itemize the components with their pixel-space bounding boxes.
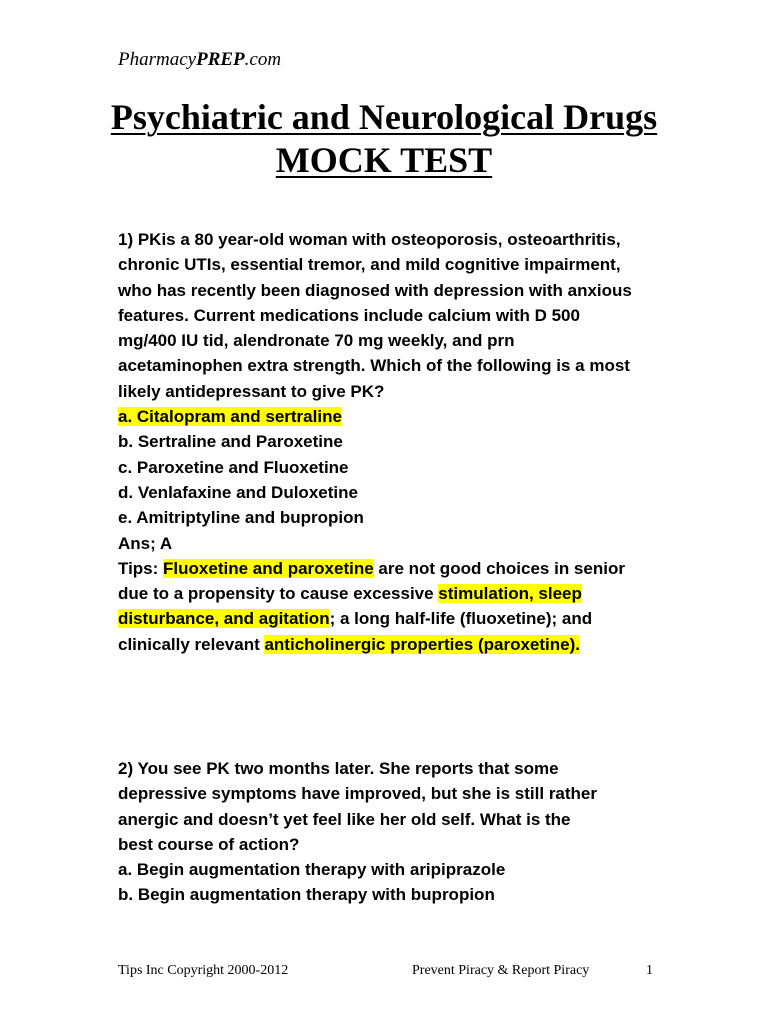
question-1-answer: Ans; A <box>118 533 173 553</box>
tips-line <box>118 556 678 581</box>
footer-copyright: Tips Inc Copyright 2000-2012 <box>118 963 289 978</box>
question-2-option-a: a. Begin augmentation therapy with aripiprazole <box>118 860 506 880</box>
question-2-stem-line: depressive symptoms have improved, but she is still rather <box>118 784 598 804</box>
tips-text: clinically relevant <box>118 634 265 654</box>
question-1-stem-line: likely antidepressant to give PK? <box>118 381 385 401</box>
question-2-stem-line: best course of action? <box>118 834 300 854</box>
tips-highlight: Fluoxetine and paroxetine <box>163 558 374 578</box>
tips-highlight: disturbance, and agitation <box>118 609 330 629</box>
question-1-stem-line: 1) PKis a 80 year-old woman with osteoporosis, osteoarthritis, <box>118 230 621 249</box>
question-1-stem-line: who has recently been diagnosed with depression with anxious <box>118 280 632 300</box>
site-suffix: .com <box>244 49 282 70</box>
question-1-option-e: e. Amitriptyline and bupropion <box>118 508 364 528</box>
page-number: 1 <box>646 963 653 978</box>
question-1-stem-line: mg/400 IU tid, alendronate 70 mg weekly, and prn <box>118 331 515 351</box>
page-title: Psychiatric and Neurological Drugs <box>110 97 658 137</box>
question-1-option-b: b. Sertraline and Paroxetine <box>118 432 343 452</box>
question-1-option-d: d. Venlafaxine and Duloxetine <box>118 482 358 502</box>
site-brand: PREP <box>196 49 245 70</box>
tips-highlight: anticholinergic properties (paroxetine). <box>264 634 580 654</box>
question-1 <box>118 227 678 657</box>
tips-text: Tips: <box>118 558 164 578</box>
question-1-option-c: c. Paroxetine and Fluoxetine <box>118 457 349 477</box>
tips-line <box>118 606 678 631</box>
tips-text: are not good choices in senior <box>373 558 625 578</box>
site-prefix: Pharmacy <box>118 49 197 70</box>
tips-highlight: stimulation, sleep <box>438 584 582 604</box>
question-2-stem-line: 2) You see PK two months later. She reports that some <box>118 759 559 778</box>
tips-line <box>118 632 678 657</box>
footer-notice: Prevent Piracy & Report Piracy <box>412 963 590 978</box>
question-2 <box>118 756 678 908</box>
question-1-stem-line: features. Current medications include calcium with D 500 <box>118 305 580 325</box>
question-1-option-a <box>118 404 678 429</box>
question-2-stem-line: anergic and doesn’t yet feel like her old self. What is the <box>118 809 571 829</box>
tips-text: due to a propensity to cause excessive <box>118 584 439 604</box>
tips-text: ; a long half-life (fluoxetine); and <box>329 609 593 629</box>
correct-answer-highlight: a. Citalopram and sertraline <box>118 407 342 427</box>
site-header <box>118 48 281 72</box>
page-subtitle: MOCK TEST <box>275 140 493 180</box>
tips-line <box>118 581 678 606</box>
question-1-stem-line: acetaminophen extra strength. Which of the following is a most <box>118 356 630 376</box>
question-2-option-b: b. Begin augmentation therapy with bupropion <box>118 885 495 905</box>
question-1-stem-line: chronic UTIs, essential tremor, and mild cognitive impairment, <box>118 255 621 275</box>
